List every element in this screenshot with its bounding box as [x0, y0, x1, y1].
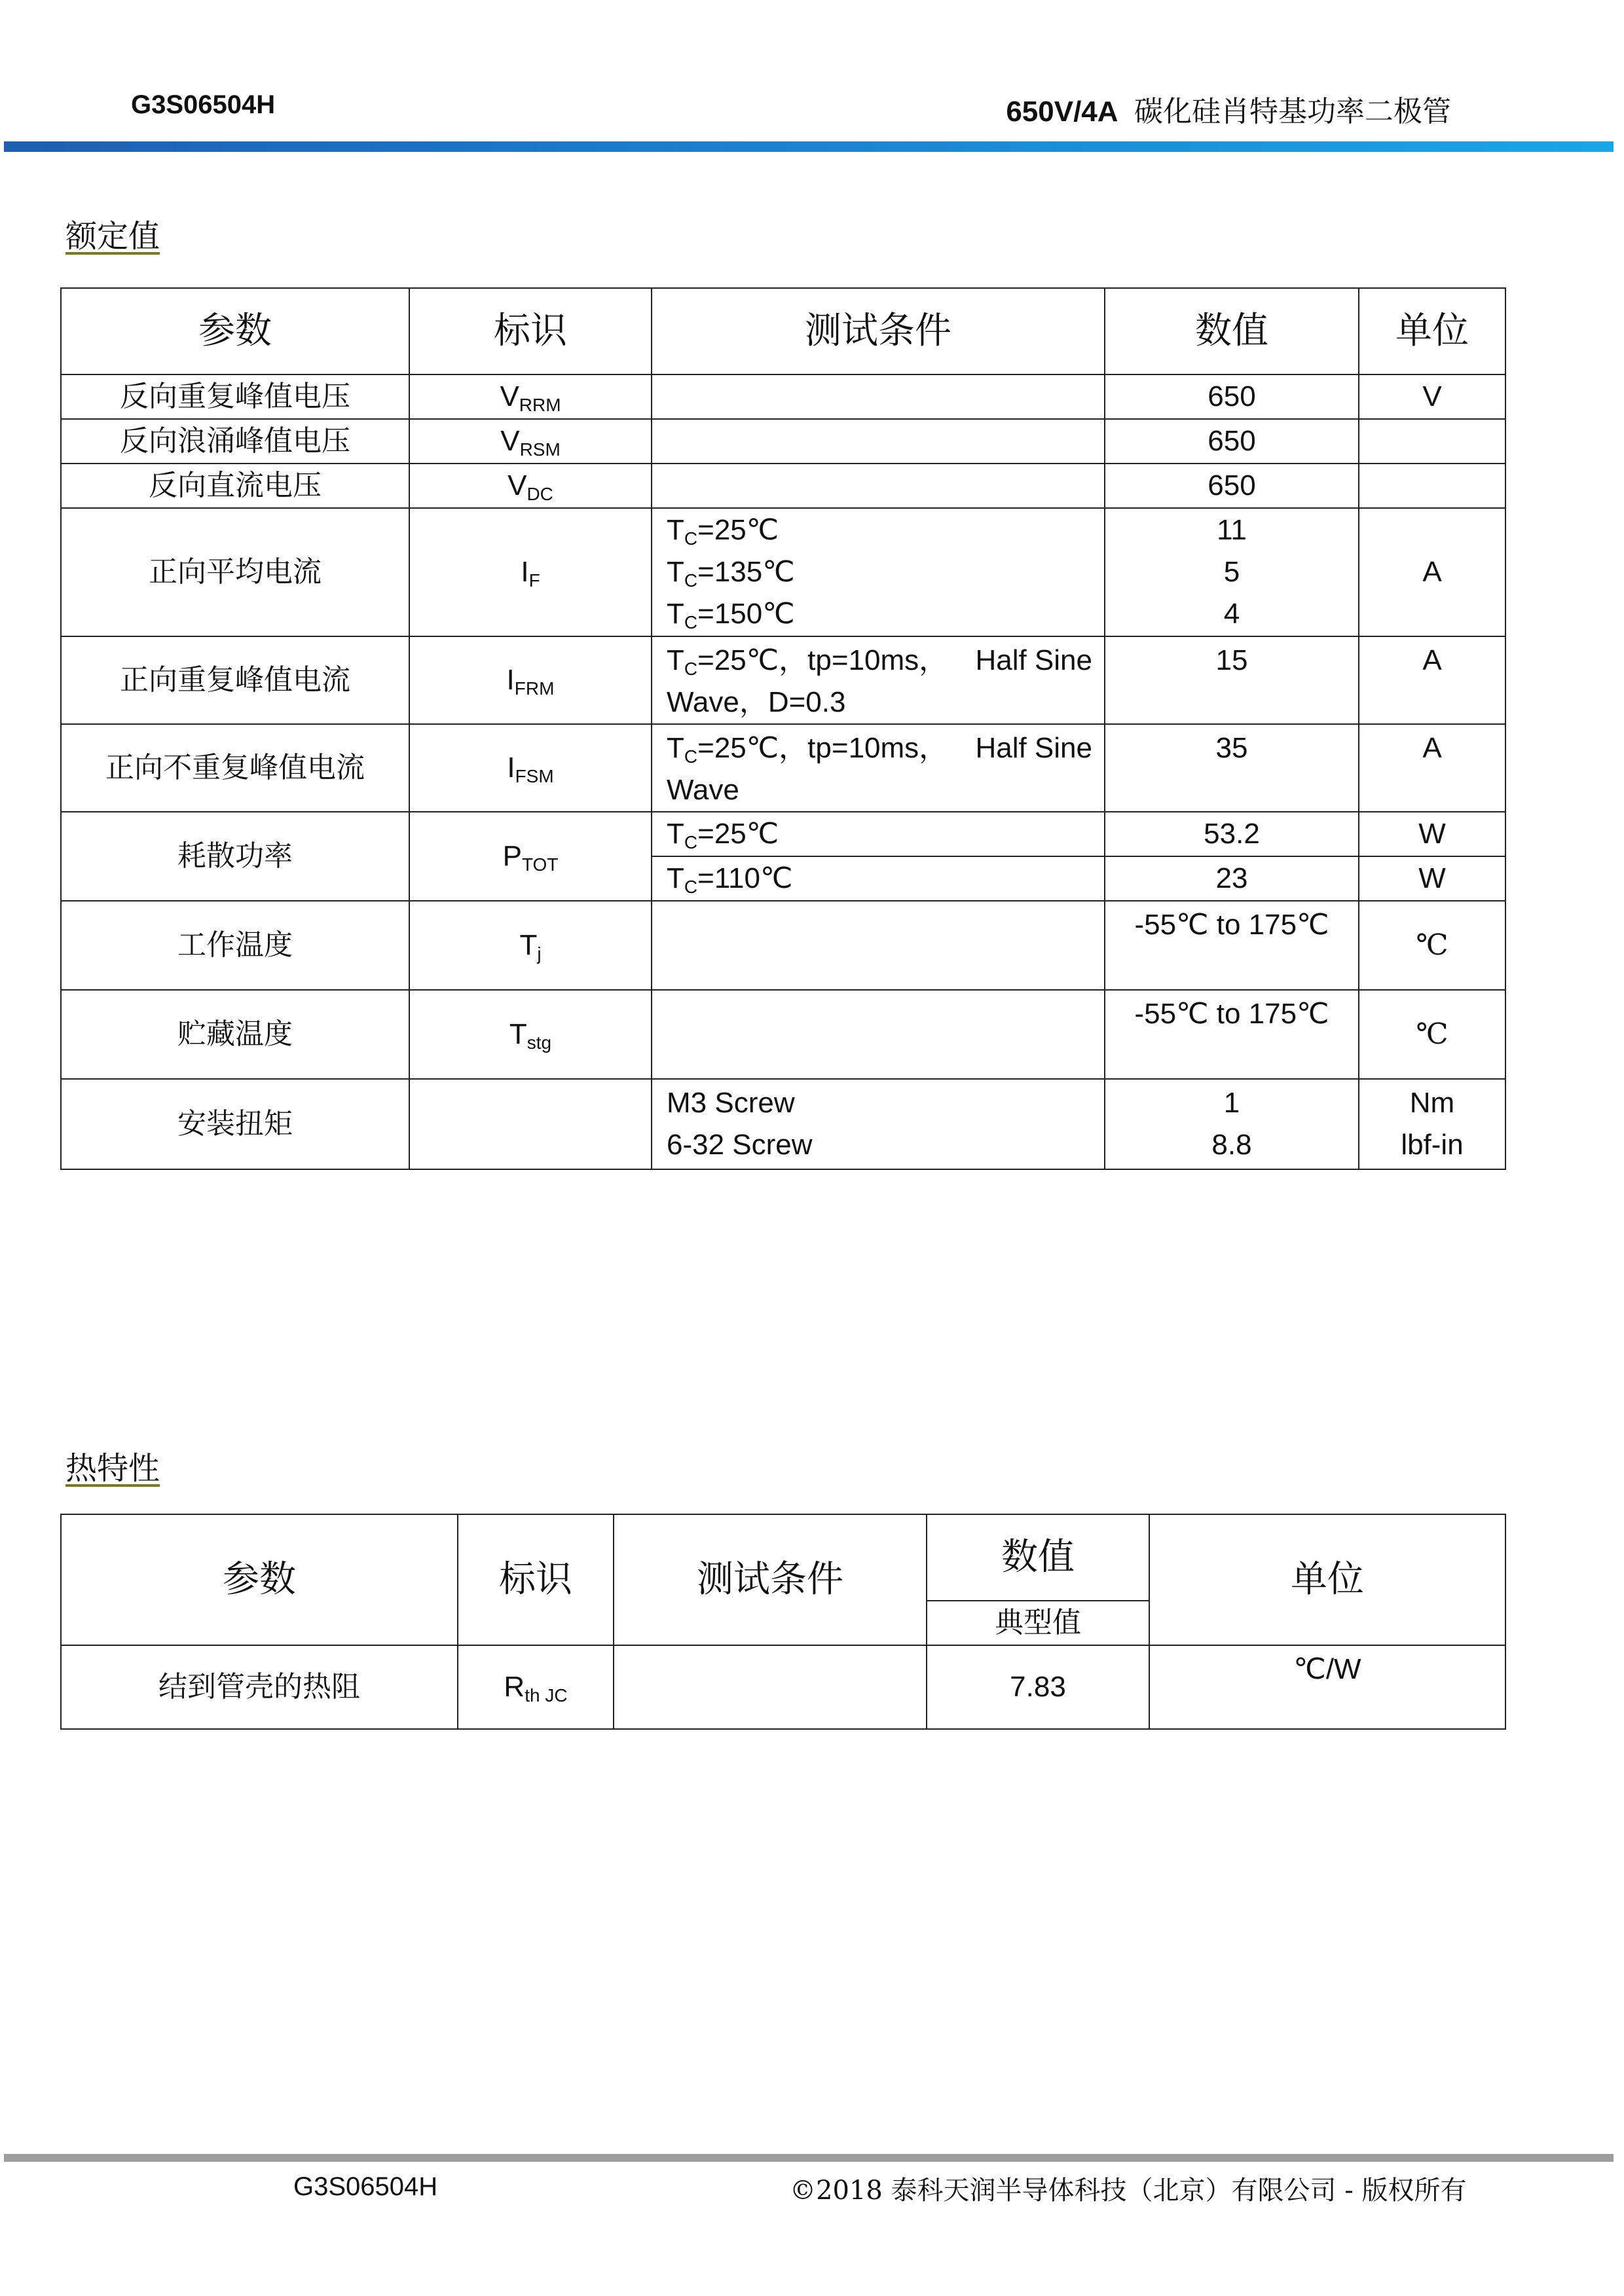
value-cell: -55℃ to 175℃: [1105, 990, 1359, 1079]
table-row: [61, 374, 1505, 419]
table-row: [61, 464, 1505, 508]
col-header-param: 参数: [61, 1514, 458, 1645]
table-row: [61, 508, 1505, 636]
unit-cell: A: [1359, 636, 1505, 724]
value-cell: 650: [1105, 419, 1359, 464]
table-row: [61, 1079, 1505, 1169]
unit-cell: W: [1359, 812, 1505, 856]
unit-cell: W: [1359, 856, 1505, 901]
unit-cell: [1359, 464, 1505, 508]
value-cell: 11 5 4: [1105, 508, 1359, 636]
value-cell: 15: [1105, 636, 1359, 724]
symbol-cell: $I_{FSM}$: [409, 724, 652, 812]
col-header-condition: 测试条件: [614, 1514, 927, 1645]
header-rating: 650V/4A: [1006, 96, 1118, 128]
col-header-unit: 单位: [1359, 288, 1505, 374]
unit-cell: ℃: [1359, 990, 1505, 1079]
condition-cell: [614, 1645, 927, 1729]
param-cell: 耗散功率: [61, 812, 409, 901]
symbol-cell: $I_F$: [409, 508, 652, 636]
condition-cell: [652, 901, 1105, 990]
table-row: [61, 1645, 1505, 1729]
symbol-cell: $T_{stg}$: [409, 990, 652, 1079]
value-cell: 650: [1105, 374, 1359, 419]
value-cell: 53.2: [1105, 812, 1359, 856]
symbol-cell: $V_{RSM}$: [409, 419, 652, 464]
param-cell: 正向不重复峰值电流: [61, 724, 409, 812]
col-header-symbol: 标识: [458, 1514, 614, 1645]
table-row: [61, 990, 1505, 1079]
header-title: [1006, 88, 1451, 130]
footer-part-number: G3S06504H: [293, 2172, 438, 2201]
param-cell: 安装扭矩: [61, 1079, 409, 1169]
table-row: [61, 419, 1505, 464]
footer-divider: [4, 2154, 1614, 2162]
header-product-name: 碳化硅肖特基功率二极管: [1134, 95, 1451, 128]
condition-cell: $T_C=110℃$: [652, 856, 1105, 901]
table-row: [61, 812, 1505, 856]
col-header-symbol: 标识: [409, 288, 652, 374]
param-cell: 工作温度: [61, 901, 409, 990]
condition-cell: $T_C=25℃$，tp=10ms， Half Sine Wave: [652, 724, 1105, 812]
col-header-value: 数值: [927, 1514, 1149, 1601]
col-header-condition: 测试条件: [652, 288, 1105, 374]
condition-cell: $T_C=25℃$ $T_C=135℃$ $T_C=150℃$: [652, 508, 1105, 636]
table-row: [61, 901, 1505, 990]
table-row: [61, 724, 1505, 812]
symbol-cell: [409, 1079, 652, 1169]
value-cell: 650: [1105, 464, 1359, 508]
param-cell: 反向直流电压: [61, 464, 409, 508]
col-header-unit: 单位: [1149, 1514, 1505, 1645]
symbol-cell: $T_j$: [409, 901, 652, 990]
condition-cell: [652, 374, 1105, 419]
symbol-cell: $V_{RRM}$: [409, 374, 652, 419]
unit-cell: [1359, 419, 1505, 464]
thermal-table: [60, 1514, 1506, 1730]
value-cell: 7.83: [927, 1645, 1149, 1729]
condition-cell: $T_C=25℃$，tp=10ms， Half Sine Wave，D=0.3: [652, 636, 1105, 724]
condition-cell: [652, 419, 1105, 464]
condition-cell: [652, 990, 1105, 1079]
unit-cell: ℃/W: [1149, 1645, 1505, 1729]
param-cell: 贮藏温度: [61, 990, 409, 1079]
unit-cell: ℃: [1359, 901, 1505, 990]
param-cell: 反向浪涌峰值电压: [61, 419, 409, 464]
value-cell: 1 8.8: [1105, 1079, 1359, 1169]
param-cell: 结到管壳的热阻: [61, 1645, 458, 1729]
symbol-cell: $I_{FRM}$: [409, 636, 652, 724]
param-cell: 正向平均电流: [61, 508, 409, 636]
header-part-number: G3S06504H: [131, 90, 276, 119]
condition-cell: [652, 464, 1105, 508]
value-cell: -55℃ to 175℃: [1105, 901, 1359, 990]
thermal-section-title: 热特性: [65, 1450, 160, 1487]
col-header-value: 数值: [1105, 288, 1359, 374]
unit-cell: A: [1359, 508, 1505, 636]
value-cell: 35: [1105, 724, 1359, 812]
condition-cell: M3 Screw 6-32 Screw: [652, 1079, 1105, 1169]
param-cell: 反向重复峰值电压: [61, 374, 409, 419]
ratings-table: [60, 287, 1506, 1170]
footer-copyright: ©2018 泰科天润半导体科技（北京）有限公司 - 版权所有: [790, 2176, 1467, 2206]
ratings-section-title: 额定值: [65, 218, 160, 255]
unit-cell: A: [1359, 724, 1505, 812]
ratings-header-row: [61, 288, 1505, 374]
unit-cell: V: [1359, 374, 1505, 419]
param-cell: 正向重复峰值电流: [61, 636, 409, 724]
symbol-cell: $P_{TOT}$: [409, 812, 652, 901]
thermal-header-row: [61, 1514, 1505, 1601]
col-subheader-typical: 典型值: [927, 1601, 1149, 1645]
value-cell: 23: [1105, 856, 1359, 901]
header-divider: [4, 141, 1614, 152]
unit-cell: Nm lbf-in: [1359, 1079, 1505, 1169]
col-header-param: 参数: [61, 288, 409, 374]
symbol-cell: $V_{DC}$: [409, 464, 652, 508]
condition-cell: $T_C=25℃$: [652, 812, 1105, 856]
symbol-cell: $R_{th JC}$: [458, 1645, 614, 1729]
table-row: [61, 636, 1505, 724]
